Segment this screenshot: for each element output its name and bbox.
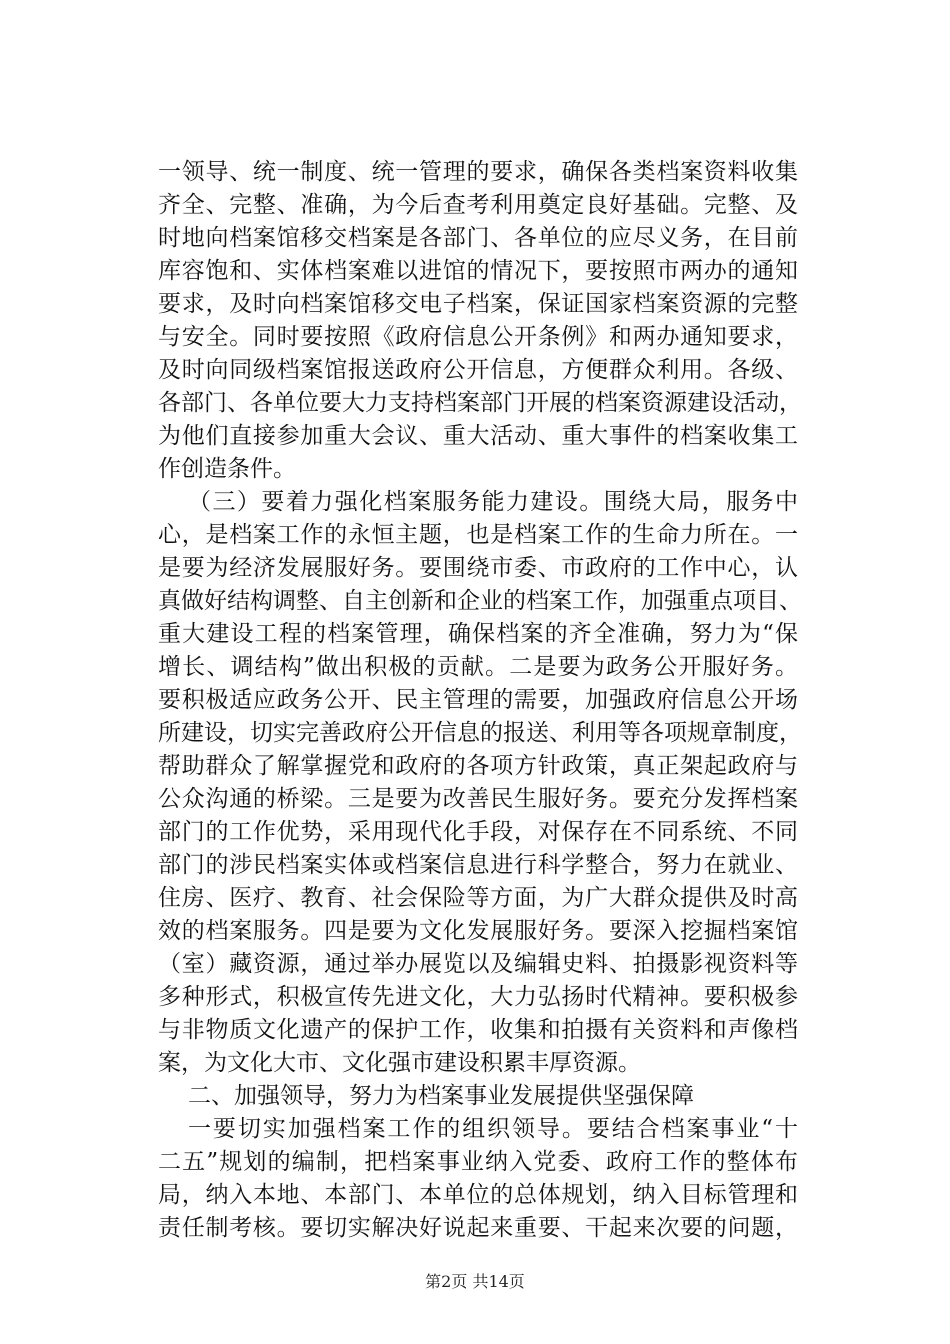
- text-line: 齐全、完整、准确，为今后查考利用奠定良好基础。完整、及: [158, 192, 798, 218]
- text-line: 所建设，切实完善政府公开信息的报送、利用等各项规章制度，: [158, 720, 802, 746]
- page-number-footer: 第2页 共14页: [425, 1272, 525, 1291]
- text-line: 责任制考核。要切实解决好说起来重要、干起来次要的问题，: [158, 1215, 798, 1241]
- text-line: 为他们直接参加重大会议、重大活动、重大事件的档案收集工: [158, 423, 798, 449]
- text-line: 案，为文化大市、文化强市建设积累丰厚资源。: [158, 1050, 641, 1076]
- text-line: 与安全。同时要按照《政府信息公开条例》和两办通知要求，: [158, 324, 798, 350]
- text-line: 部门的工作优势，采用现代化手段，对保存在不同系统、不同: [158, 819, 798, 845]
- text-line: 住房、医疗、教育、社会保险等方面，为广大群众提供及时高: [158, 885, 798, 911]
- text-line: 是要为经济发展服好务。要围绕市委、市政府的工作中心，认: [158, 555, 798, 581]
- text-line: （室）藏资源，通过举办展览以及编辑史料、拍摄影视资料等: [158, 951, 798, 977]
- text-line: 要积极适应政务公开、民主管理的需要，加强政府信息公开场: [158, 687, 798, 713]
- text-line: 二五”规划的编制，把档案事业纳入党委、政府工作的整体布: [158, 1149, 798, 1175]
- text-line: 重大建设工程的档案管理，确保档案的齐全准确，努力为“保: [158, 621, 798, 647]
- text-line: 真做好结构调整、自主创新和企业的档案工作，加强重点项目、: [158, 588, 802, 614]
- text-line: 一领导、统一制度、统一管理的要求，确保各类档案资料收集: [158, 159, 798, 185]
- text-line: 及时向同级档案馆报送政府公开信息，方便群众利用。各级、: [158, 357, 798, 383]
- text-line: 与非物质文化遗产的保护工作，收集和拍摄有关资料和声像档: [158, 1017, 798, 1043]
- document-body: [158, 156, 802, 1245]
- text-line: 部门的涉民档案实体或档案信息进行科学整合，努力在就业、: [158, 852, 798, 878]
- text-line: 时地向档案馆移交档案是各部门、各单位的应尽义务，在目前: [158, 225, 798, 251]
- text-line: 公众沟通的桥梁。三是要为改善民生服好务。要充分发挥档案: [158, 786, 798, 812]
- text-line: 作创造条件。: [158, 456, 296, 482]
- section-heading-line: （三）要着力强化档案服务能力建设。围绕大局，服务中: [188, 489, 798, 515]
- text-line: 库容饱和、实体档案难以进馆的情况下，要按照市两办的通知: [158, 258, 798, 284]
- text-line: 局，纳入本地、本部门、本单位的总体规划，纳入目标管理和: [158, 1182, 798, 1208]
- text-line: 各部门、各单位要大力支持档案部门开展的档案资源建设活动，: [158, 390, 802, 416]
- text-line: 要求，及时向档案馆移交电子档案，保证国家档案资源的完整: [158, 291, 798, 317]
- text-line: 一要切实加强档案工作的组织领导。要结合档案事业“十: [188, 1116, 798, 1142]
- text-line: 增长、调结构”做出积极的贡献。二是要为政务公开服好务。: [158, 654, 798, 680]
- section-heading: 二、加强领导，努力为档案事业发展提供坚强保障: [188, 1083, 694, 1109]
- text-line: 多种形式，积极宣传先进文化，大力弘扬时代精神。要积极参: [158, 984, 798, 1010]
- text-line: 效的档案服务。四是要为文化发展服好务。要深入挖掘档案馆: [158, 918, 798, 944]
- text-line: 帮助群众了解掌握党和政府的各项方针政策，真正架起政府与: [158, 753, 798, 779]
- text-line: 心，是档案工作的永恒主题，也是档案工作的生命力所在。一: [158, 522, 798, 548]
